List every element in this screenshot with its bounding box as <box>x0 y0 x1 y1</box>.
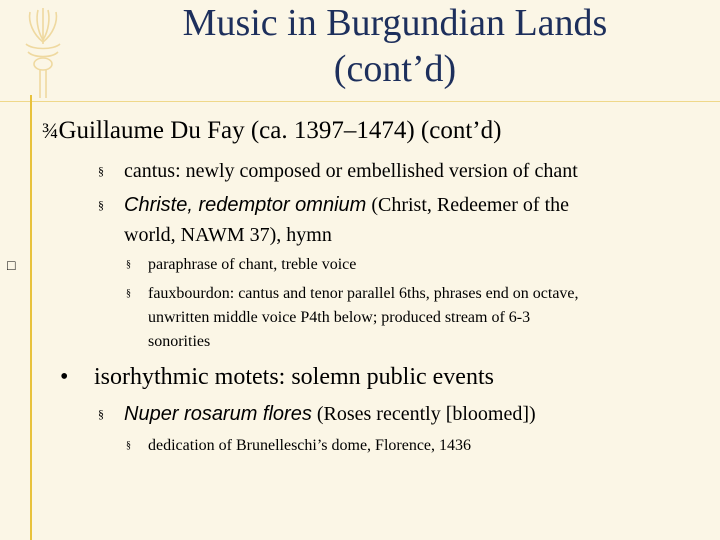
bullet-christe-desc-2: world, NAWM 37), hymn <box>124 224 332 246</box>
bullet-nuper-desc: (Roses recently [bloomed]) <box>311 403 536 425</box>
sub-bullet-marker: § <box>126 288 131 299</box>
sub-fauxbourdon-line-1: fauxbourdon: cantus and tenor parallel 6ths, phrases end on octave, <box>148 285 579 302</box>
bullet-marker: § <box>98 164 104 178</box>
bullet-isorhythmic <box>60 362 494 392</box>
ornament-icon <box>18 4 68 100</box>
sub-bullet-marker: § <box>126 440 131 451</box>
bullet-christe <box>98 190 684 250</box>
bullet-cantus <box>98 156 578 186</box>
title-line-2: (cont’d) <box>333 48 457 90</box>
sub-dedication <box>126 434 472 458</box>
bullet-cantus-text: cantus: newly composed or embellished version of chant <box>124 160 578 182</box>
slide-title <box>110 0 680 92</box>
placeholder-box-icon: □ <box>7 259 16 274</box>
bullet-marker: § <box>98 407 104 421</box>
heading-du-fay <box>42 116 501 146</box>
vertical-rule <box>30 95 32 540</box>
sub-bullet-marker: § <box>126 259 131 270</box>
bullet-nuper-title: Nuper rosarum flores <box>124 403 312 425</box>
sub-fauxbourdon-line-3: sonorities <box>148 333 211 350</box>
bullet-christe-title: Christe, redemptor omnium <box>124 194 367 216</box>
title-line-1: Music in Burgundian Lands <box>182 2 608 44</box>
sub-paraphrase <box>126 253 357 277</box>
bullet-isorhythmic-text: isorhythmic motets: solemn public events <box>94 364 494 390</box>
heading-du-fay-text: Guillaume Du Fay (ca. 1397–1474) (cont’d) <box>58 117 502 144</box>
bullet-nuper <box>98 399 536 429</box>
bullet-marker: § <box>98 198 104 212</box>
sub-dedication-text: dedication of Brunelleschi’s dome, Florence, 1436 <box>148 437 472 454</box>
bullet-christe-desc-1: (Christ, Redeemer of the <box>366 194 570 216</box>
dot-bullet: • <box>60 364 69 390</box>
sub-fauxbourdon <box>126 282 579 354</box>
horizontal-rule <box>0 101 720 102</box>
fraction-bullet: ¾ <box>42 118 59 143</box>
sub-paraphrase-text: paraphrase of chant, treble voice <box>148 256 357 273</box>
sub-fauxbourdon-line-2: unwritten middle voice P4th below; produced stream of 6-3 <box>148 309 531 326</box>
